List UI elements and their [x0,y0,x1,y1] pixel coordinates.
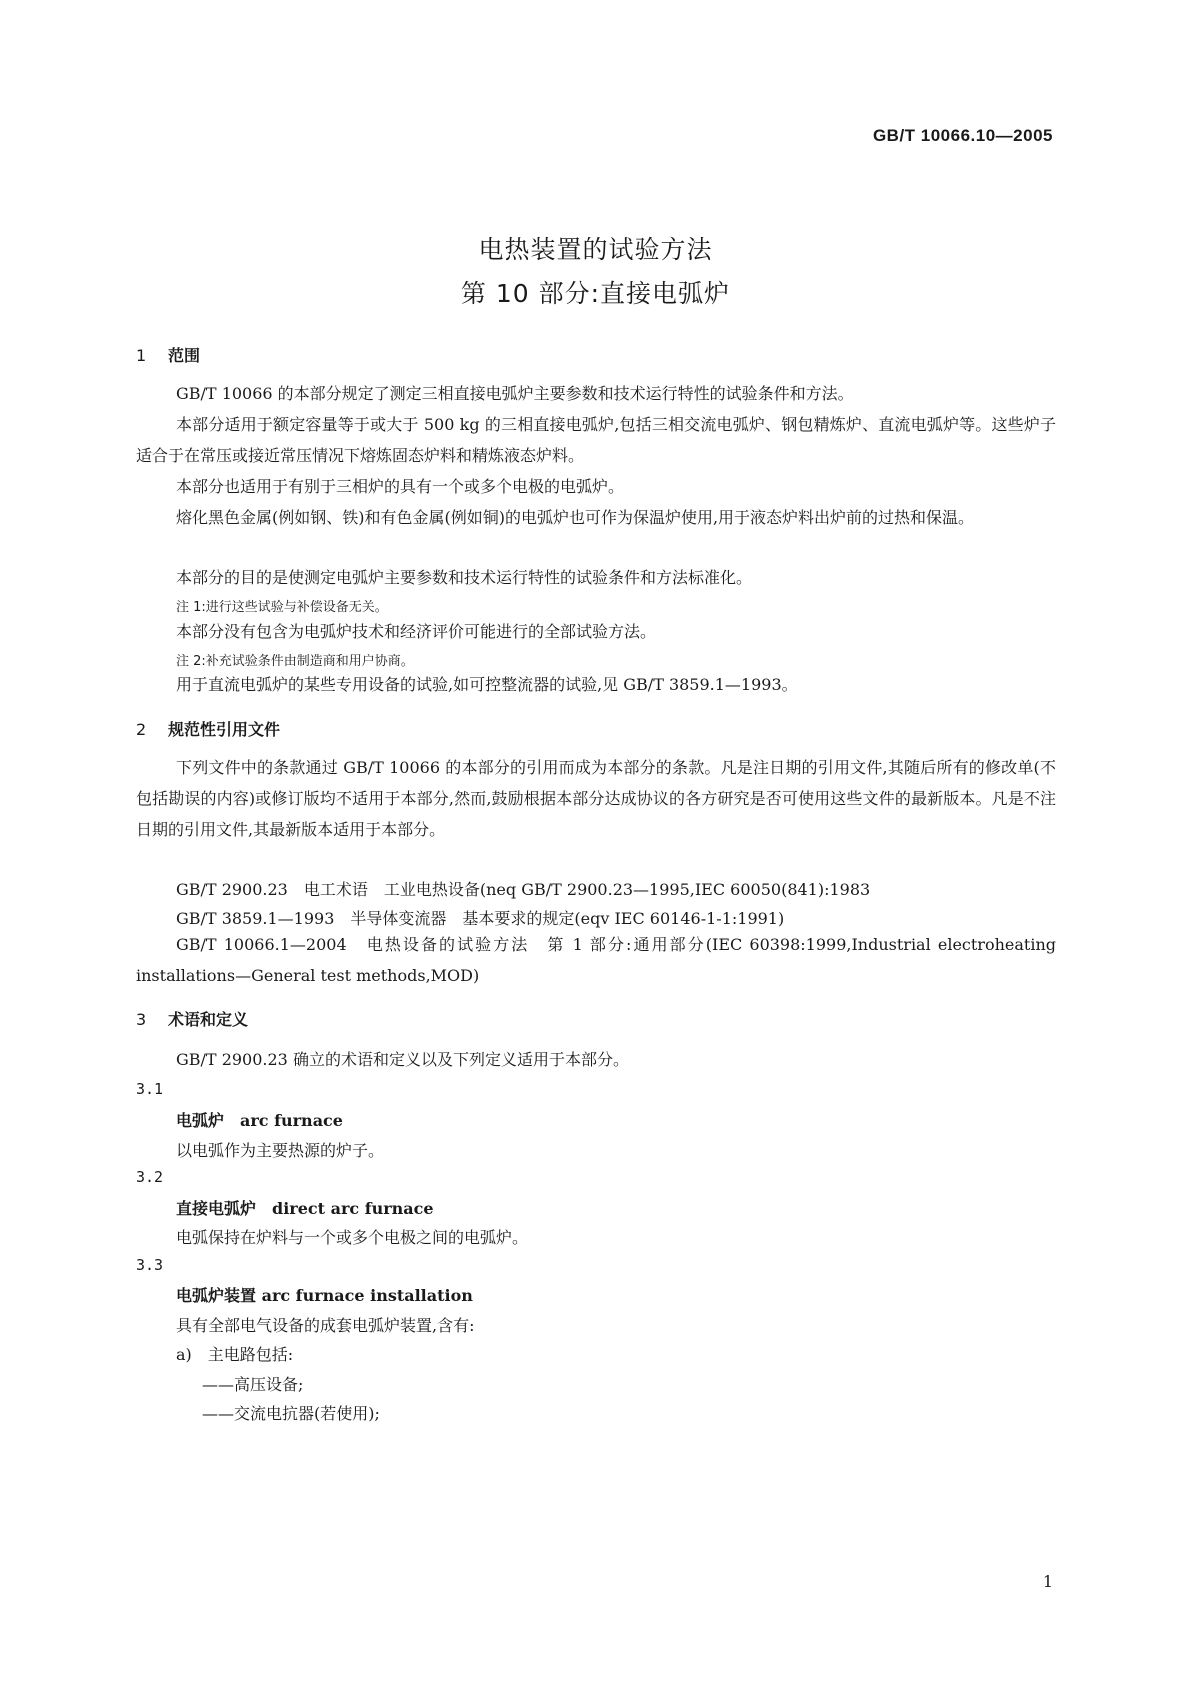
document-subtitle: 第 10 部分:直接电弧炉 [460,279,731,308]
section-heading-3 [136,1007,248,1030]
paragraph: 本部分的目的是使测定电弧炉主要参数和技术运行特性的试验条件和方法标准化。 [176,568,753,587]
reference-item: GB/T 2900.23 电工术语 工业电热设备(neq GB/T 2900.23—1995,IEC 60050(841):1983 [176,880,871,899]
section-title: 范围 [168,346,201,365]
dash-item: ——高压设备; [202,1375,304,1394]
paragraph: 本部分没有包含为电弧炉技术和经济评价可能进行的全部试验方法。 [176,622,657,641]
section-title: 规范性引用文件 [168,720,281,739]
term-definition: 以电弧作为主要热源的炉子。 [176,1141,385,1160]
note: 注 1:进行这些试验与补偿设备无关。 [176,600,388,615]
reference-item: GB/T 3859.1—1993 半导体变流器 基本要求的规定(eqv IEC 60146-1-1:1991) [176,909,785,928]
term-number: 3.3 [136,1256,164,1274]
term-definition: 具有全部电气设备的成套电弧炉装置,含有: [176,1316,475,1335]
paragraph: 熔化黑色金属(例如钢、铁)和有色金属(例如铜)的电弧炉也可作为保温炉使用,用于液态炉料出炉前的过热和保温。 [176,508,975,527]
section-heading-1 [136,343,200,366]
document-title: 电热装置的试验方法 [478,235,713,264]
term-title: 直接电弧炉 direct arc furnace [176,1199,434,1218]
term-number: 3.1 [136,1080,164,1098]
paragraph: 用于直流电弧炉的某些专用设备的试验,如可控整流器的试验,见 GB/T 3859.1—1993。 [176,675,798,694]
standard-code: GB/T 10066.10—2005 [872,126,1053,145]
term-title: 电弧炉装置 arc furnace installation [176,1286,473,1305]
paragraph: GB/T 10066 的本部分规定了测定三相直接电弧炉主要参数和技术运行特性的试验条件和方法。 [176,384,854,403]
section-number: 1 [136,346,147,365]
paragraph: 本部分适用于额定容量等于或大于 500 kg 的三相直接电弧炉,包括三相交流电弧炉、钢包精炼炉、直流电弧炉等。这些炉子适合于在常压或接近常压情况下熔炼固态炉料和精炼液态炉料。 [136,415,1056,465]
paragraph: 下列文件中的条款通过 GB/T 10066 的本部分的引用而成为本部分的条款。凡是注日期的引用文件,其随后所有的修改单(不包括勘误的内容)或修订版均不适用于本部分,然而,鼓励根据本部分达成协议的各方研究是否可使用这些文件的最新版本。凡是不注日期的引用文件,其最新版本适用于本部分。 [136,758,1056,839]
term-number: 3.2 [136,1168,164,1186]
term-definition: 电弧保持在炉料与一个或多个电极之间的电弧炉。 [176,1228,529,1247]
page-number: 1 [1042,1572,1053,1591]
term-title: 电弧炉 arc furnace [176,1111,343,1130]
list-item: a) 主电路包括: [176,1345,294,1364]
note: 注 2:补充试验条件由制造商和用户协商。 [176,654,414,669]
section-number: 2 [136,720,147,739]
section-heading-2 [136,717,280,740]
section-title: 术语和定义 [168,1010,249,1029]
section-number: 3 [136,1010,147,1029]
reference-item: GB/T 10066.1—2004 电热设备的试验方法 第 1 部分:通用部分(IEC 60398:1999,Industrial electroheating installations—General test methods,MOD) [136,935,1056,985]
paragraph: GB/T 2900.23 确立的术语和定义以及下列定义适用于本部分。 [176,1050,629,1069]
dash-item: ——交流电抗器(若使用); [202,1404,380,1423]
paragraph: 本部分也适用于有别于三相炉的具有一个或多个电极的电弧炉。 [176,477,625,496]
